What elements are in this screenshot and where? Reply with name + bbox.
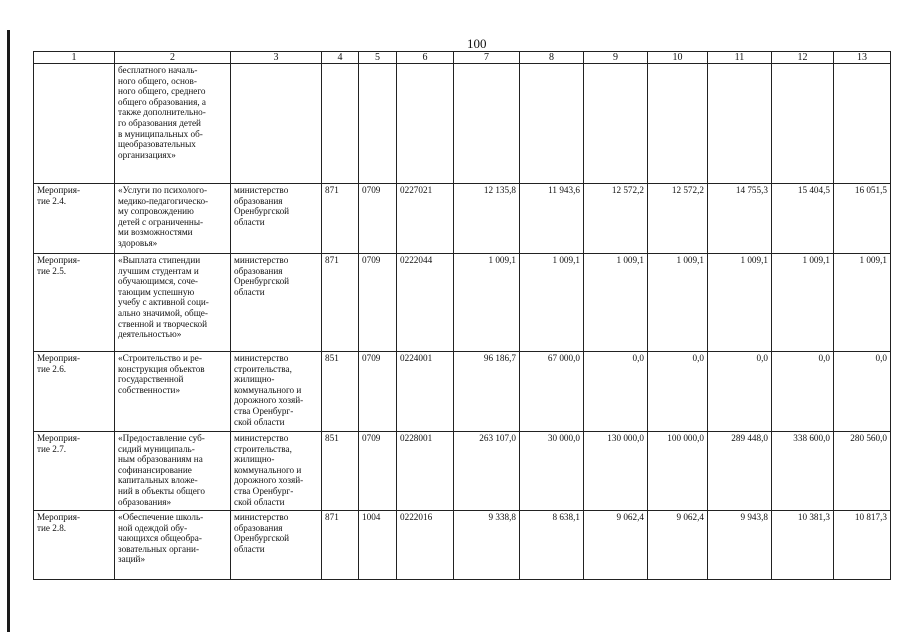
value-col-11: 9 943,8	[708, 511, 772, 580]
code-section	[359, 64, 397, 184]
value-col-9: 0,0	[584, 352, 648, 432]
code-section: 1004	[359, 511, 397, 580]
activity-description: «Выплата стипендии лучшим студентам и обучающимся, соче- тающим успешную учебу с активной соци- ально значимой, обще- ственной и творческой деятельностью»	[115, 254, 231, 352]
page-number: 100	[467, 36, 487, 51]
value-col-7: 263 107,0	[454, 432, 520, 511]
value-col-9	[584, 64, 648, 184]
column-header: 11	[708, 52, 772, 64]
activity-description: «Строительство и ре- конструкция объектов государственной собственности»	[115, 352, 231, 432]
value-col-9: 130 000,0	[584, 432, 648, 511]
table-row	[34, 432, 891, 511]
value-col-12: 1 009,1	[772, 254, 834, 352]
table-row	[34, 254, 891, 352]
code-grbs: 871	[322, 254, 359, 352]
column-header: 12	[772, 52, 834, 64]
value-col-8	[520, 64, 584, 184]
column-header: 2	[115, 52, 231, 64]
responsible-org: министерство строительства, жилищно- коммунального и дорожного хозяй- ства Оренбург- ской области	[231, 352, 322, 432]
value-col-11: 289 448,0	[708, 432, 772, 511]
value-col-9: 12 572,2	[584, 184, 648, 254]
column-header: 4	[322, 52, 359, 64]
binding-edge-bar	[7, 30, 10, 632]
responsible-org: министерство образования Оренбургской области	[231, 184, 322, 254]
activity-description: «Обеспечение школь- ной одеждой обу- чающихся общеобра- зовательных органи- заций»	[115, 511, 231, 580]
value-col-7: 12 135,8	[454, 184, 520, 254]
activity-name: Мероприя- тие 2.8.	[34, 511, 115, 580]
value-col-8: 30 000,0	[520, 432, 584, 511]
activity-name: Мероприя- тие 2.4.	[34, 184, 115, 254]
value-col-13	[834, 64, 891, 184]
value-col-13: 1 009,1	[834, 254, 891, 352]
column-header: 13	[834, 52, 891, 64]
code-grbs: 851	[322, 432, 359, 511]
value-col-13: 280 560,0	[834, 432, 891, 511]
value-col-11: 1 009,1	[708, 254, 772, 352]
code-grbs	[322, 64, 359, 184]
value-col-7: 9 338,8	[454, 511, 520, 580]
value-col-10: 1 009,1	[648, 254, 708, 352]
value-col-11: 0,0	[708, 352, 772, 432]
value-col-7	[454, 64, 520, 184]
activity-name: Мероприя- тие 2.5.	[34, 254, 115, 352]
code-target: 0222016	[397, 511, 454, 580]
value-col-10: 9 062,4	[648, 511, 708, 580]
code-target: 0222044	[397, 254, 454, 352]
value-col-7: 1 009,1	[454, 254, 520, 352]
column-header: 5	[359, 52, 397, 64]
activity-name: Мероприя- тие 2.7.	[34, 432, 115, 511]
code-grbs: 871	[322, 184, 359, 254]
column-header: 8	[520, 52, 584, 64]
column-header: 10	[648, 52, 708, 64]
column-header: 1	[34, 52, 115, 64]
activity-name	[34, 64, 115, 184]
value-col-8: 1 009,1	[520, 254, 584, 352]
value-col-13: 16 051,5	[834, 184, 891, 254]
code-target: 0228001	[397, 432, 454, 511]
table-row	[34, 352, 891, 432]
value-col-12: 338 600,0	[772, 432, 834, 511]
column-header: 3	[231, 52, 322, 64]
column-number-row	[34, 52, 891, 64]
column-header: 6	[397, 52, 454, 64]
value-col-12	[772, 64, 834, 184]
code-grbs: 871	[322, 511, 359, 580]
value-col-10: 12 572,2	[648, 184, 708, 254]
value-col-12: 0,0	[772, 352, 834, 432]
activity-description: «Предоставление суб- сидий муниципаль- ным образованиям на софинансирование капитальных вложе- ний в объекты общего образования»	[115, 432, 231, 511]
budget-table	[33, 51, 891, 580]
code-section: 0709	[359, 432, 397, 511]
value-col-13: 10 817,3	[834, 511, 891, 580]
table-row	[34, 184, 891, 254]
activity-name: Мероприя- тие 2.6.	[34, 352, 115, 432]
column-header: 9	[584, 52, 648, 64]
responsible-org: министерство образования Оренбургской области	[231, 511, 322, 580]
value-col-12: 15 404,5	[772, 184, 834, 254]
code-section: 0709	[359, 352, 397, 432]
value-col-12: 10 381,3	[772, 511, 834, 580]
value-col-8: 8 638,1	[520, 511, 584, 580]
value-col-13: 0,0	[834, 352, 891, 432]
column-header: 7	[454, 52, 520, 64]
table-row	[34, 511, 891, 580]
value-col-10	[648, 64, 708, 184]
value-col-10: 0,0	[648, 352, 708, 432]
value-col-7: 96 186,7	[454, 352, 520, 432]
value-col-11: 14 755,3	[708, 184, 772, 254]
code-grbs: 851	[322, 352, 359, 432]
code-target: 0227021	[397, 184, 454, 254]
value-col-11	[708, 64, 772, 184]
activity-description: бесплатного началь- ного общего, основ- ного общего, среднего общего образования, а также дополнительно- го образования детей в муниципальных об- щеобразовательных организациях»	[115, 64, 231, 184]
value-col-8: 11 943,6	[520, 184, 584, 254]
code-target	[397, 64, 454, 184]
value-col-8: 67 000,0	[520, 352, 584, 432]
value-col-9: 9 062,4	[584, 511, 648, 580]
responsible-org: министерство строительства, жилищно- коммунального и дорожного хозяй- ства Оренбург- ской области	[231, 432, 322, 511]
code-section: 0709	[359, 254, 397, 352]
table-row	[34, 64, 891, 184]
value-col-10: 100 000,0	[648, 432, 708, 511]
code-section: 0709	[359, 184, 397, 254]
activity-description: «Услуги по психолого- медико-педагогическо- му сопровождению детей с ограниченны- ми возможностями здоровья»	[115, 184, 231, 254]
responsible-org: министерство образования Оренбургской области	[231, 254, 322, 352]
value-col-9: 1 009,1	[584, 254, 648, 352]
responsible-org	[231, 64, 322, 184]
code-target: 0224001	[397, 352, 454, 432]
